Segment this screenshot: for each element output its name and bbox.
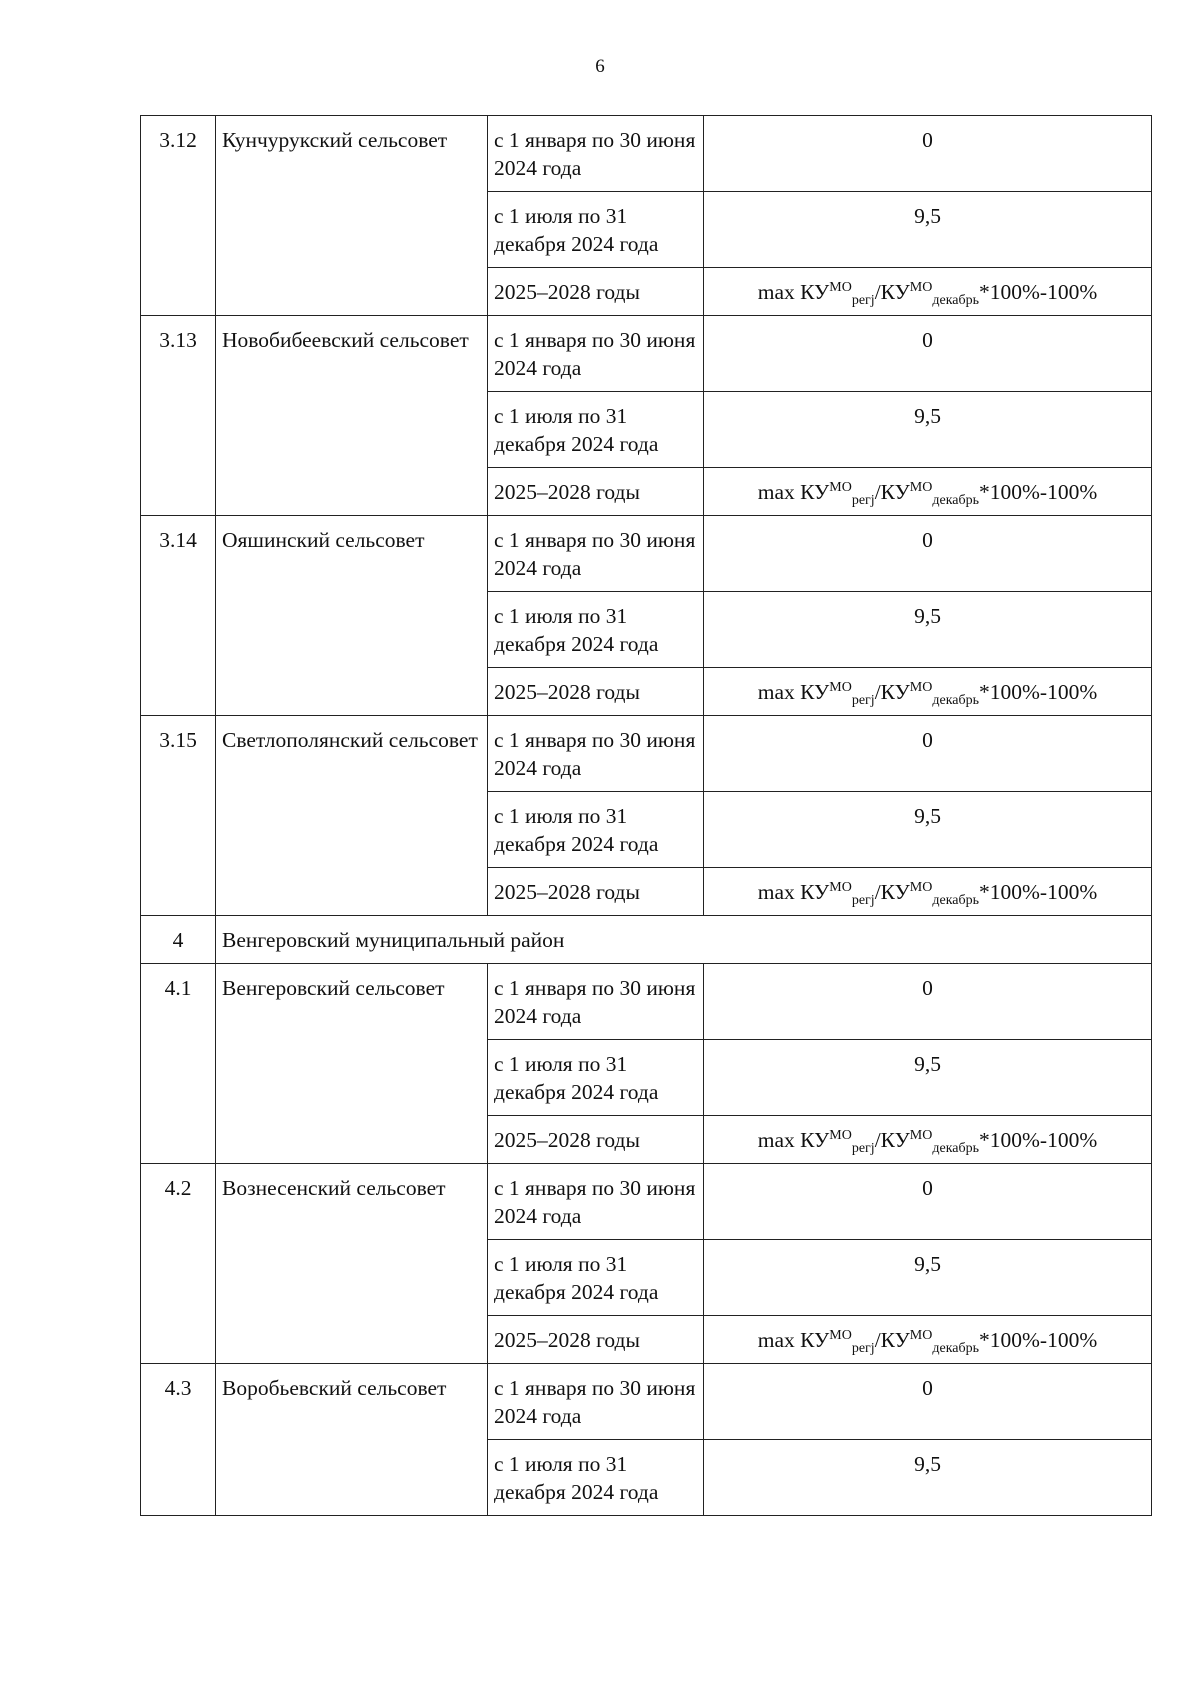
value-cell: 9,5	[704, 592, 1152, 668]
value-cell: 9,5	[704, 1440, 1152, 1516]
row-number: 3.15	[141, 716, 216, 916]
period-cell: с 1 июля по 31 декабря 2024 года	[488, 1040, 704, 1116]
value-cell: 0	[704, 516, 1152, 592]
settlement-name: Воробьевский сельсовет	[216, 1364, 488, 1516]
value-cell: 9,5	[704, 1240, 1152, 1316]
value-cell: 9,5	[704, 392, 1152, 468]
table-row	[141, 1364, 1152, 1440]
table-row	[141, 964, 1152, 1040]
period-cell: 2025–2028 годы	[488, 1316, 704, 1364]
formula-cell: $\max КУ^{МО}_{регj}/КУ^{МО}_{декабрь}*100\%-100\%$	[704, 468, 1152, 516]
period-cell: 2025–2028 годы	[488, 868, 704, 916]
period-cell: с 1 июля по 31 декабря 2024 года	[488, 192, 704, 268]
row-number: 4.3	[141, 1364, 216, 1516]
period-cell: с 1 января по 30 июня 2024 года	[488, 516, 704, 592]
value-cell: 0	[704, 316, 1152, 392]
formula-cell: $\max КУ^{МО}_{регj}/КУ^{МО}_{декабрь}*100\%-100\%$	[704, 268, 1152, 316]
formula-cell: $\max КУ^{МО}_{регj}/КУ^{МО}_{декабрь}*100\%-100\%$	[704, 868, 1152, 916]
value-cell: 0	[704, 1364, 1152, 1440]
period-cell: с 1 июля по 31 декабря 2024 года	[488, 392, 704, 468]
tariff-table	[140, 115, 1152, 1516]
period-cell: 2025–2028 годы	[488, 268, 704, 316]
formula-cell: $\max КУ^{МО}_{регj}/КУ^{МО}_{декабрь}*100\%-100\%$	[704, 1116, 1152, 1164]
formula-cell: $\max КУ^{МО}_{регj}/КУ^{МО}_{декабрь}*100\%-100\%$	[704, 1316, 1152, 1364]
table-row	[141, 516, 1152, 592]
value-cell: 9,5	[704, 192, 1152, 268]
period-cell: с 1 июля по 31 декабря 2024 года	[488, 592, 704, 668]
value-cell: 0	[704, 716, 1152, 792]
table-row	[141, 716, 1152, 792]
period-cell: с 1 января по 30 июня 2024 года	[488, 964, 704, 1040]
table-row	[141, 316, 1152, 392]
period-cell: с 1 января по 30 июня 2024 года	[488, 716, 704, 792]
page-number: 6	[595, 56, 605, 77]
district-number: 4	[141, 916, 216, 964]
table-row	[141, 116, 1152, 192]
period-cell: 2025–2028 годы	[488, 1116, 704, 1164]
district-name: Венгеровский муниципальный район	[216, 916, 1152, 964]
district-row	[141, 916, 1152, 964]
row-number: 3.14	[141, 516, 216, 716]
settlement-name: Ояшинский сельсовет	[216, 516, 488, 716]
value-cell: 0	[704, 1164, 1152, 1240]
value-cell: 9,5	[704, 792, 1152, 868]
period-cell: с 1 января по 30 июня 2024 года	[488, 1364, 704, 1440]
table-row	[141, 1164, 1152, 1240]
period-cell: с 1 июля по 31 декабря 2024 года	[488, 792, 704, 868]
period-cell: 2025–2028 годы	[488, 668, 704, 716]
period-cell: с 1 июля по 31 декабря 2024 года	[488, 1240, 704, 1316]
settlement-name: Новобибеевский сельсовет	[216, 316, 488, 516]
row-number: 3.13	[141, 316, 216, 516]
row-number: 4.2	[141, 1164, 216, 1364]
settlement-name: Кунчурукский сельсовет	[216, 116, 488, 316]
period-cell: с 1 января по 30 июня 2024 года	[488, 1164, 704, 1240]
value-cell: 0	[704, 116, 1152, 192]
value-cell: 9,5	[704, 1040, 1152, 1116]
formula-cell: $\max КУ^{МО}_{регj}/КУ^{МО}_{декабрь}*100\%-100\%$	[704, 668, 1152, 716]
period-cell: с 1 января по 30 июня 2024 года	[488, 316, 704, 392]
period-cell: с 1 июля по 31 декабря 2024 года	[488, 1440, 704, 1516]
settlement-name: Светлополянский сельсовет	[216, 716, 488, 916]
period-cell: 2025–2028 годы	[488, 468, 704, 516]
settlement-name: Венгеровский сельсовет	[216, 964, 488, 1164]
period-cell: с 1 января по 30 июня 2024 года	[488, 116, 704, 192]
settlement-name: Вознесенский сельсовет	[216, 1164, 488, 1364]
row-number: 3.12	[141, 116, 216, 316]
row-number: 4.1	[141, 964, 216, 1164]
value-cell: 0	[704, 964, 1152, 1040]
